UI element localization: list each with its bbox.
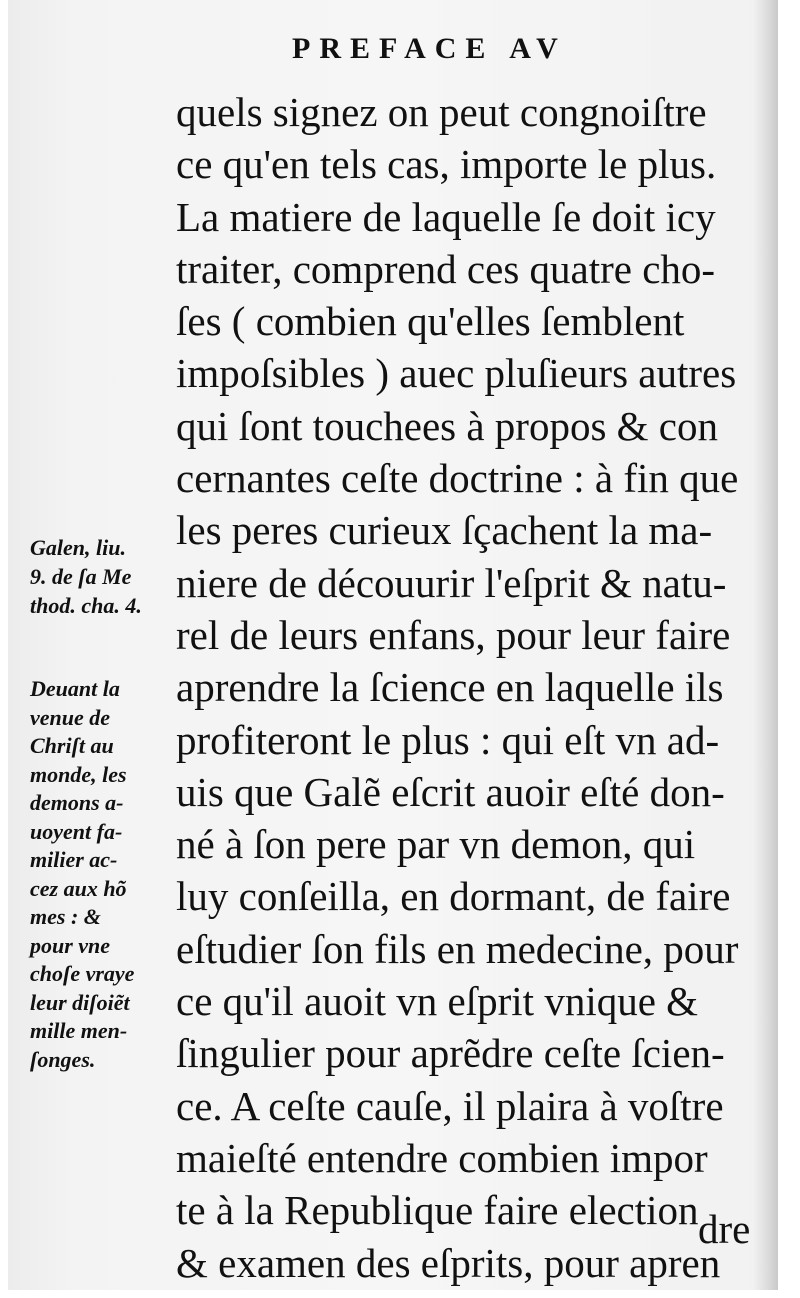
text-line: profiteront le plus : qui eſt vn ad-	[176, 716, 720, 763]
text-line: La matiere de laquelle ſe doit icy	[176, 193, 716, 240]
text-line: cernantes ceſte doctrine : à fin que	[176, 455, 739, 502]
note-line: mille men-	[30, 1018, 128, 1043]
text-line: & examen des eſprits, pour apren	[176, 1239, 721, 1286]
note-line: leur diſoiẽt	[30, 989, 130, 1015]
text-line: ſingulier pour aprẽdre ceſte ſcien-	[176, 1030, 725, 1077]
text-line: qui ſont touchees à propos & con	[176, 402, 719, 449]
note-line: mes : &	[30, 904, 101, 929]
note-line: cez aux hõ	[30, 875, 127, 901]
note-line: milier ac-	[30, 847, 118, 872]
text-line: né à ſon pere par vn demon, qui	[176, 821, 696, 868]
note-line: Deuant la	[30, 676, 120, 701]
text-line: maieſté entendre combien impor	[176, 1134, 708, 1181]
text-line: eſtudier ſon fils en medecine, pour	[176, 925, 739, 972]
text-line: rel de leurs enfans, pour leur faire	[176, 611, 731, 658]
text-line: aprendre la ſcience en laquelle ils	[176, 664, 724, 711]
text-line: quels signez on peut congnoiſtre	[176, 89, 707, 135]
note-line: 9. de ſa Me	[30, 564, 132, 589]
text-line: traiter, comprend ces quatre cho-	[176, 245, 716, 292]
text-line: niere de découurir l'eſprit & natu-	[176, 559, 727, 606]
text-line: uis que Galẽ eſcrit auoir eſté don-	[176, 768, 725, 815]
note-line: ſonges.	[30, 1046, 96, 1072]
text-line: impoſsibles ) auec pluſieurs autres	[176, 350, 737, 397]
text-line: ce. A ceſte cauſe, il plaira à voſtre	[176, 1082, 724, 1129]
note-line: thod. cha. 4.	[30, 593, 142, 618]
note-line: Chriſt au	[30, 733, 114, 758]
text-line: te à la Republique faire election	[176, 1187, 699, 1234]
note-line: uoyent fa-	[30, 818, 123, 844]
note-line: pour vne	[30, 932, 111, 958]
show-through-text	[12, 120, 172, 296]
note-line: demons a-	[30, 790, 124, 815]
margin-note-galen	[30, 533, 188, 620]
main-text	[176, 86, 761, 1289]
text-line: ce qu'il auoit vn eſprit vnique &	[176, 978, 699, 1025]
catchword: dre	[698, 1206, 751, 1252]
margin-note-demons	[30, 675, 188, 1074]
text-line: ſes ( combien qu'elles ſemblent	[176, 298, 685, 345]
text-line: les peres curieux ſçachent la ma-	[176, 507, 713, 554]
text-line: ce qu'en tels cas, importe le plus.	[176, 141, 717, 188]
running-head: PREFACE AV	[292, 32, 567, 65]
note-line: Galen, liu.	[30, 535, 126, 560]
note-line: monde, les	[30, 761, 127, 787]
note-line: venue de	[30, 704, 111, 730]
book-page	[8, 0, 778, 1290]
note-line: choſe vraye	[30, 961, 135, 986]
text-line: luy conſeilla, en dormant, de faire	[176, 873, 731, 920]
